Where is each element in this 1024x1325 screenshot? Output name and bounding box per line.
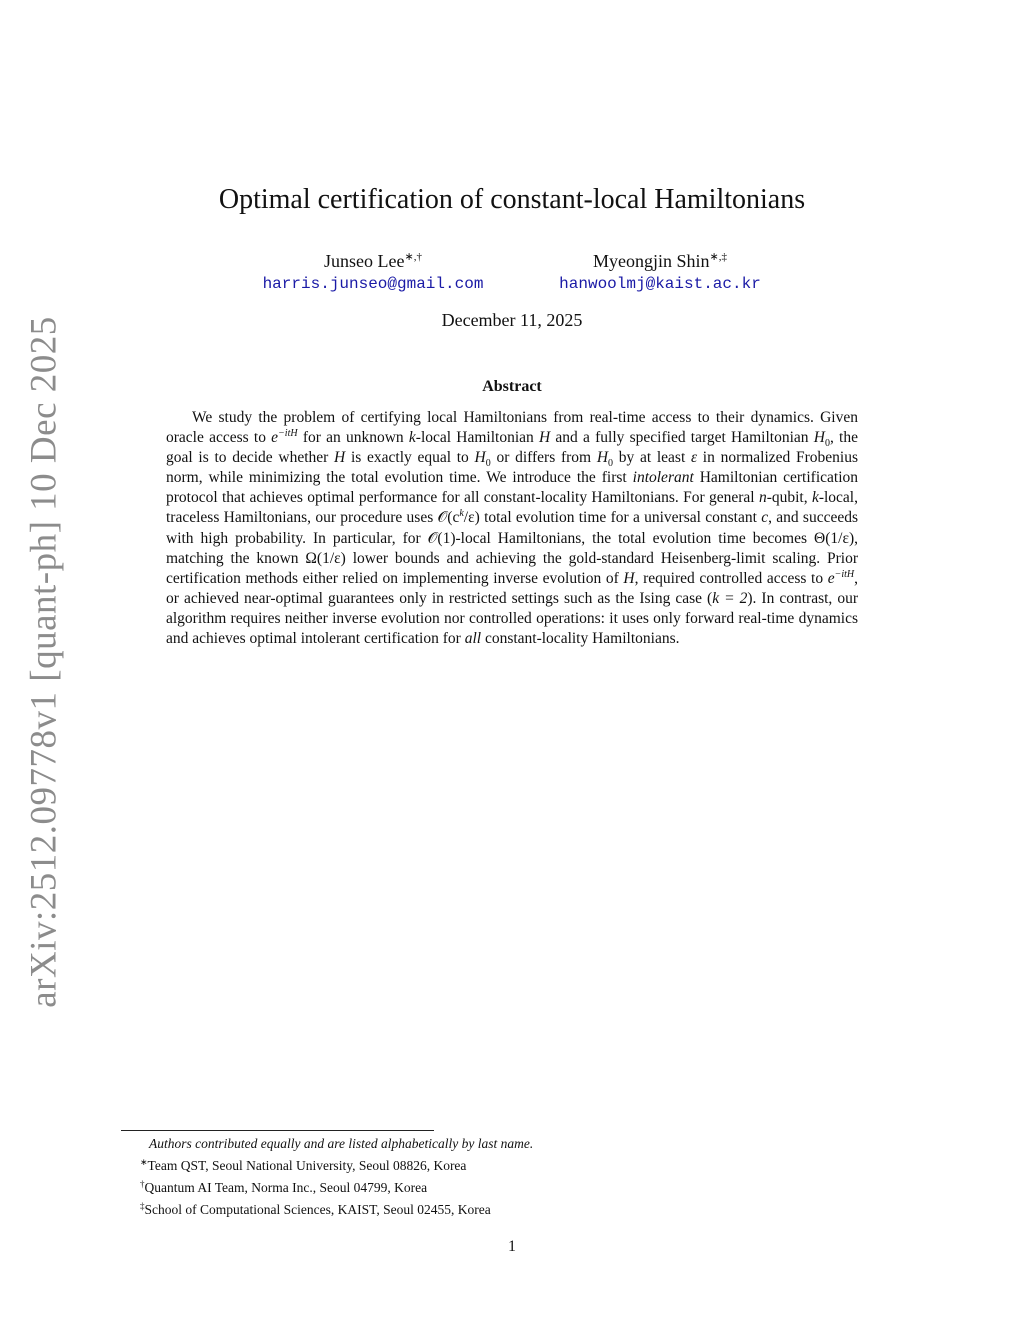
math-expression: /ε) [463,509,480,527]
footnote-rule [121,1130,434,1131]
footnote-affiliation [140,1153,840,1175]
abstract-text: -qubit, [766,489,812,507]
page-number: 1 [508,1238,516,1255]
abstract-text: for an unknown [297,429,409,447]
math-symbol: e [271,429,279,447]
math-symbol: k [811,489,819,507]
paper-title: Optimal certification of constant-local Hamiltonians [218,184,806,215]
math-exponent: −itH [278,427,298,439]
footnote-text: Team QST, Seoul National University, Seoul 08826, Korea [147,1158,467,1173]
math-symbol: H [596,449,609,467]
footnotes [140,1134,840,1219]
author-affiliation-marks: ∗,‡ [709,251,727,263]
abstract-text: , required controlled access to [634,569,828,587]
math-symbol: c [761,509,769,527]
abstract-text: , matching the known [166,529,858,567]
abstract-text: Hamiltonian certification protocol that achieves optimal performance for all constant-locality Hamiltonians. For general [166,469,859,507]
author-name [223,245,523,273]
author-name-text: Myeongjin Shin [593,251,710,271]
math-exponent: k [459,508,464,520]
abstract-text: and a fully specified target Hamiltonian [550,429,814,447]
footnote-affiliation [140,1197,840,1219]
abstract-text: -local, traceless Hamiltonians, our procedure uses [166,489,858,527]
emphasis-text: intolerant [632,469,694,487]
arxiv-identifier: arXiv:2512.09778v1 [quant-ph] 10 Dec 2025 [23,316,65,1008]
author-affiliation-marks: ∗,† [404,251,422,263]
abstract-text: by at least [613,449,691,467]
math-expression: Θ(1/ε) [814,529,855,547]
math-expression: 𝒪(1) [427,529,456,547]
abstract-text: total evolution time for a universal constant [479,509,762,527]
author-block-2 [510,245,810,295]
footnote-mark: ‡ [140,1201,145,1211]
author-email-link[interactable]: harris.junseo@gmail.com [262,275,484,293]
author-name [510,245,810,273]
author-name-text: Junseo Lee [324,251,405,271]
math-symbol: H [813,429,825,447]
math-expression: k = 2 [712,589,748,607]
math-exponent: −itH [834,568,855,580]
abstract-text: -local Hamiltonians, the total evolution time becomes [455,529,815,547]
abstract-text: in normalized Frobenius norm, while minimizing the total evolution time. We introduce the first [166,449,858,487]
math-symbol: e [827,569,835,587]
abstract-text: ). In contrast, our algorithm requires neither inverse evolution nor controlled operations: it uses only forward real-time dynamics and achieves optimal intolerant certification for [166,589,858,648]
footnote-equal-contribution: Authors contributed equally and are listed alphabetically by last name. [149,1136,534,1151]
math-expression: 𝒪(c [437,509,460,527]
author-block-1 [223,245,523,295]
abstract-text: , the goal is to decide whether [166,429,858,467]
abstract-heading: Abstract [482,378,542,395]
abstract-text: -local Hamiltonian [415,429,539,447]
footnote-text: School of Computational Sciences, KAIST, Seoul 02455, Korea [144,1202,491,1217]
math-symbol: n [758,489,767,507]
footnote-mark: † [140,1179,145,1189]
math-symbol: H [539,429,551,447]
abstract-text: lower bounds and achieving the gold-standard Heisenberg-limit scaling. Prior certification methods either relied on implementing inverse evolution of [166,549,858,587]
math-symbol: ε [690,449,698,467]
publication-date: December 11, 2025 [441,310,583,330]
math-subscript: 0 [824,438,830,450]
author-email-link[interactable]: hanwoolmj@kaist.ac.kr [559,275,761,293]
abstract-body [166,408,858,649]
math-symbol: H [334,449,346,467]
footnote-mark: ∗ [140,1157,148,1167]
math-subscript: 0 [608,458,614,470]
abstract-text: constant-locality Hamiltonians. [481,630,680,648]
math-symbol: H [623,569,635,587]
footnote-affiliation [140,1175,840,1197]
math-symbol: k [408,429,416,447]
abstract-text: We study the problem of certifying local Hamiltonians from real-time access to their dynamics. Given oracle access to [166,409,858,447]
math-symbol: H [474,449,486,467]
abstract-text: , or achieved near-optimal guarantees only in restricted settings such as the Ising case ( [166,569,858,607]
math-subscript: 0 [485,458,491,470]
abstract-text: is exactly equal to [345,449,475,467]
abstract-text: or differs from [490,449,597,467]
abstract-text: , and succeeds with high probability. In particular, for [166,509,858,547]
math-expression: Ω(1/ε) [305,549,346,567]
emphasis-text: all [464,630,482,648]
footnote-text: Quantum AI Team, Norma Inc., Seoul 04799, Korea [144,1180,428,1195]
